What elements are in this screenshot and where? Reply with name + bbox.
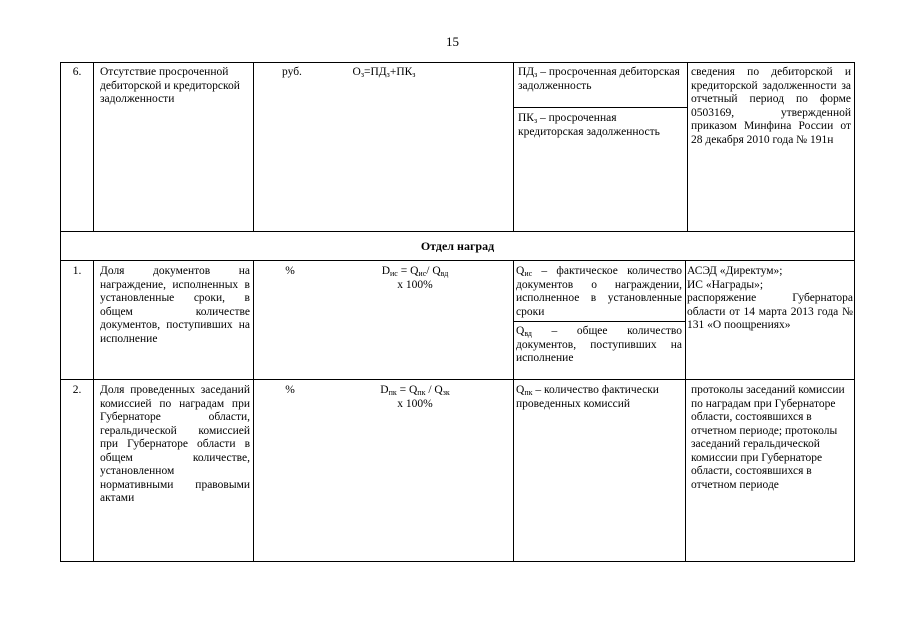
row6-variable-pd: $ПД_з$ – просроченная дебиторская задолженность xyxy=(518,66,680,92)
row6-variable-pk: $ПК_з$ – просроченная кредиторская задолженность xyxy=(518,112,660,138)
row1-unit: % xyxy=(285,265,295,277)
row6-formula: $О_з=ПД_з+ПК_з$ xyxy=(352,66,416,79)
section-title: Отдел наград xyxy=(420,239,495,253)
row6-unit: руб. xyxy=(282,66,302,78)
row6-number: 6. xyxy=(72,66,82,78)
row1-source: АСЭД «Директум»; ИС «Награды»; распоряжение Губернатора области от 14 марта 2013 года № 131 «О поощрениях» xyxy=(687,265,853,331)
row2-variable-qpk: $Q_{пк}$ – количество фактически проведенных комиссий xyxy=(516,384,659,410)
row2-number: 2. xyxy=(72,384,82,396)
row1-variable-qis: $Q_{ис}$ – фактическое количество документов о награждении, исполненное в установленные сроки xyxy=(516,265,682,318)
page-number: 15 xyxy=(446,34,459,49)
row1-variable-qvd: $Q_{вд}$ – общее количество документов, поступивших на исполнение xyxy=(516,325,682,364)
row2-formula: $D_{пк} = Q_{пк} / Q_{зк}$ x 100% xyxy=(380,384,450,410)
row6-indicator: Отсутствие просроченной дебиторской и кредиторской задолженности xyxy=(100,66,240,105)
row1-formula: $D_{ис} = Q_{ис}/$ $Q_{вд}$ x 100% xyxy=(381,265,449,291)
row2-indicator: Доля проведенных заседаний комиссией по наградам при Губернаторе области, геральдической комиссией при Губернаторе области в общем количестве, установленном нормативными правовыми актами xyxy=(100,384,250,504)
row6-source: сведения по дебиторской и кредиторской задолженности за отчетный период по форме 0503169, утвержденной приказом Минфина России от 28 декабря 2010 года № 191н xyxy=(691,66,851,146)
row2-unit: % xyxy=(285,384,295,396)
row1-indicator: Доля документов на награждение, исполненных в установленные сроки, в общем количестве документов, поступивших на исполнение xyxy=(100,265,250,345)
indicators-table xyxy=(60,62,855,562)
row2-source: протоколы заседаний комиссии по наградам при Губернаторе области, состоявшихся в отчетном периоде; протоколы заседаний геральдической комиссии при Губернаторе области, состоявшихся в отчетном периоде xyxy=(691,384,845,491)
row1-number: 1. xyxy=(72,265,82,277)
